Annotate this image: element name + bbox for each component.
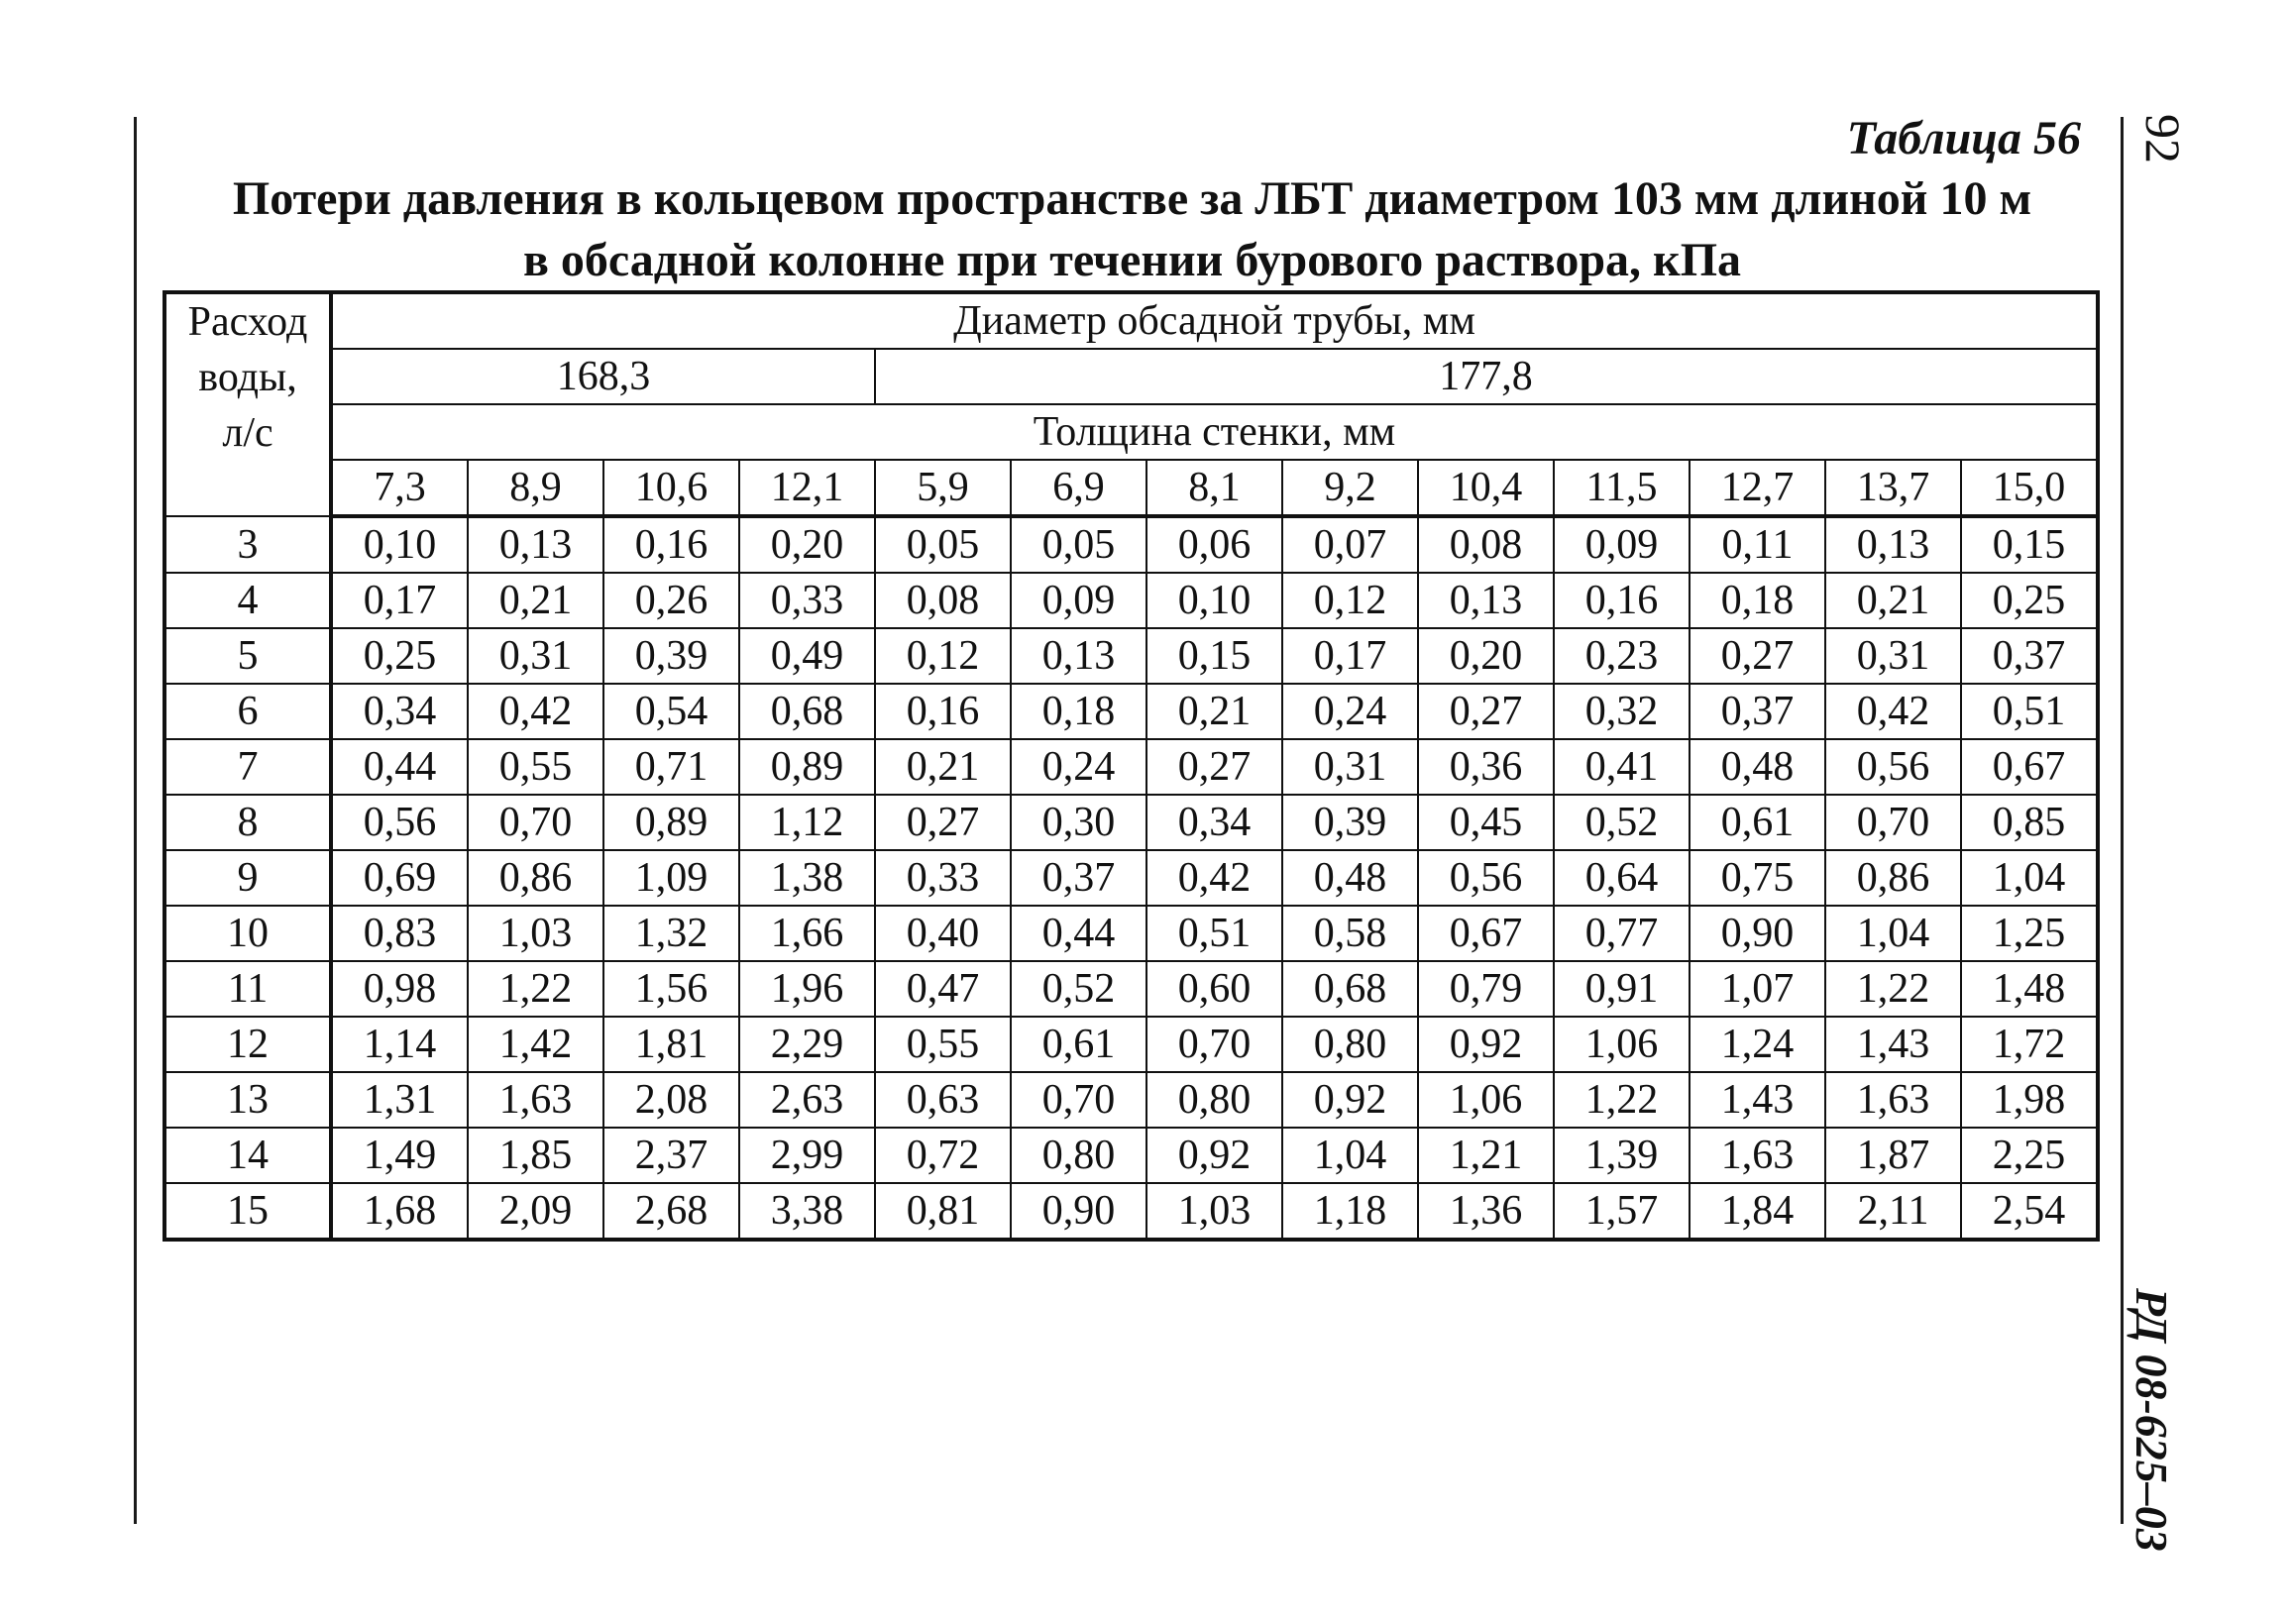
- value-cell: 0,13: [468, 516, 603, 573]
- value-cell: 0,08: [1418, 516, 1554, 573]
- value-cell: 2,54: [1961, 1183, 2098, 1240]
- value-cell: 0,37: [1690, 684, 1825, 739]
- value-cell: 0,18: [1690, 573, 1825, 628]
- flow-rate-cell: 12: [164, 1017, 331, 1072]
- title-line-2: в обсадной колонне при течении бурового раствора, кПа: [522, 234, 1742, 286]
- header-row-wall-values: [164, 460, 2098, 516]
- value-cell: 1,63: [1690, 1128, 1825, 1183]
- corner-line-1: Расход: [187, 299, 308, 345]
- value-cell: 0,31: [468, 628, 603, 684]
- value-cell: 0,56: [331, 795, 468, 850]
- value-cell: 0,13: [1011, 628, 1146, 684]
- header-row-diameter: [164, 292, 2098, 349]
- value-cell: 0,48: [1282, 850, 1418, 906]
- value-cell: 0,17: [331, 573, 468, 628]
- flow-rate-cell: 8: [164, 795, 331, 850]
- value-cell: 0,05: [1011, 516, 1146, 573]
- value-cell: 0,75: [1690, 850, 1825, 906]
- value-cell: 0,16: [875, 684, 1011, 739]
- value-cell: 0,85: [1961, 795, 2098, 850]
- value-cell: 0,61: [1011, 1017, 1146, 1072]
- value-cell: 0,21: [1146, 684, 1282, 739]
- value-cell: 1,66: [739, 906, 875, 961]
- value-cell: 1,87: [1825, 1128, 1961, 1183]
- value-cell: 0,24: [1011, 739, 1146, 795]
- table-label: Таблица 56: [1846, 112, 2081, 164]
- table-row: [164, 516, 2098, 573]
- wall-thickness-cell: 12,7: [1690, 460, 1825, 516]
- value-cell: 0,24: [1282, 684, 1418, 739]
- value-cell: 0,17: [1282, 628, 1418, 684]
- value-cell: 1,43: [1825, 1017, 1961, 1072]
- value-cell: 0,61: [1690, 795, 1825, 850]
- value-cell: 0,33: [739, 573, 875, 628]
- value-cell: 0,90: [1690, 906, 1825, 961]
- value-cell: 0,67: [1418, 906, 1554, 961]
- value-cell: 0,31: [1282, 739, 1418, 795]
- table-title: [164, 168, 2101, 291]
- value-cell: 0,70: [1011, 1072, 1146, 1128]
- value-cell: 0,39: [1282, 795, 1418, 850]
- right-margin-rule: [2121, 117, 2124, 1524]
- table-row: [164, 961, 2098, 1017]
- wall-thickness-cell: 5,9: [875, 460, 1011, 516]
- value-cell: 0,80: [1282, 1017, 1418, 1072]
- value-cell: 0,55: [468, 739, 603, 795]
- value-cell: 0,44: [331, 739, 468, 795]
- value-cell: 0,10: [331, 516, 468, 573]
- value-cell: 0,56: [1418, 850, 1554, 906]
- value-cell: 0,16: [603, 516, 739, 573]
- value-cell: 0,10: [1146, 573, 1282, 628]
- value-cell: 1,22: [1554, 1072, 1690, 1128]
- value-cell: 1,43: [1690, 1072, 1825, 1128]
- value-cell: 0,42: [1146, 850, 1282, 906]
- value-cell: 0,06: [1146, 516, 1282, 573]
- value-cell: 0,21: [468, 573, 603, 628]
- value-cell: 1,85: [468, 1128, 603, 1183]
- value-cell: 0,67: [1961, 739, 2098, 795]
- value-cell: 0,51: [1961, 684, 2098, 739]
- value-cell: 1,32: [603, 906, 739, 961]
- wall-thickness-cell: 8,1: [1146, 460, 1282, 516]
- value-cell: 0,40: [875, 906, 1011, 961]
- value-cell: 0,58: [1282, 906, 1418, 961]
- value-cell: 0,51: [1146, 906, 1282, 961]
- table-row: [164, 850, 2098, 906]
- title-line-1: Потери давления в кольцевом пространстве за ЛБТ диаметром 103 мм длиной 10 м: [232, 172, 2032, 225]
- wall-thickness-cell: 13,7: [1825, 460, 1961, 516]
- flow-rate-cell: 6: [164, 684, 331, 739]
- value-cell: 0,52: [1554, 795, 1690, 850]
- value-cell: 1,63: [1825, 1072, 1961, 1128]
- table-row: [164, 1017, 2098, 1072]
- value-cell: 0,34: [1146, 795, 1282, 850]
- value-cell: 0,32: [1554, 684, 1690, 739]
- value-cell: 0,70: [1146, 1017, 1282, 1072]
- value-cell: 0,23: [1554, 628, 1690, 684]
- value-cell: 1,36: [1418, 1183, 1554, 1240]
- value-cell: 0,60: [1146, 961, 1282, 1017]
- value-cell: 2,37: [603, 1128, 739, 1183]
- value-cell: 0,26: [603, 573, 739, 628]
- value-cell: 0,70: [1825, 795, 1961, 850]
- value-cell: 0,90: [1011, 1183, 1146, 1240]
- value-cell: 0,27: [1690, 628, 1825, 684]
- wall-thickness-cell: 9,2: [1282, 460, 1418, 516]
- value-cell: 1,48: [1961, 961, 2098, 1017]
- value-cell: 0,30: [1011, 795, 1146, 850]
- value-cell: 0,80: [1146, 1072, 1282, 1128]
- value-cell: 1,06: [1554, 1017, 1690, 1072]
- value-cell: 0,27: [1418, 684, 1554, 739]
- value-cell: 0,86: [1825, 850, 1961, 906]
- corner-line-3: л/с: [222, 410, 273, 456]
- value-cell: 0,79: [1418, 961, 1554, 1017]
- value-cell: 0,07: [1282, 516, 1418, 573]
- value-cell: 0,63: [875, 1072, 1011, 1128]
- value-cell: 0,92: [1146, 1128, 1282, 1183]
- value-cell: 1,49: [331, 1128, 468, 1183]
- value-cell: 0,98: [331, 961, 468, 1017]
- diameter-group-2: 177,8: [875, 349, 2098, 404]
- wall-thickness-cell: 6,9: [1011, 460, 1146, 516]
- value-cell: 0,64: [1554, 850, 1690, 906]
- value-cell: 0,72: [875, 1128, 1011, 1183]
- value-cell: 0,44: [1011, 906, 1146, 961]
- value-cell: 0,37: [1961, 628, 2098, 684]
- value-cell: 2,99: [739, 1128, 875, 1183]
- value-cell: 2,25: [1961, 1128, 2098, 1183]
- value-cell: 0,25: [331, 628, 468, 684]
- value-cell: 0,21: [875, 739, 1011, 795]
- value-cell: 2,68: [603, 1183, 739, 1240]
- value-cell: 0,34: [331, 684, 468, 739]
- value-cell: 1,03: [1146, 1183, 1282, 1240]
- value-cell: 0,68: [739, 684, 875, 739]
- value-cell: 0,69: [331, 850, 468, 906]
- value-cell: 0,13: [1825, 516, 1961, 573]
- value-cell: 0,15: [1961, 516, 2098, 573]
- wall-thickness-header: Толщина стенки, мм: [331, 404, 2098, 460]
- table-row: [164, 1072, 2098, 1128]
- value-cell: 0,27: [875, 795, 1011, 850]
- value-cell: 0,77: [1554, 906, 1690, 961]
- value-cell: 0,70: [468, 795, 603, 850]
- value-cell: 1,09: [603, 850, 739, 906]
- value-cell: 2,11: [1825, 1183, 1961, 1240]
- value-cell: 1,63: [468, 1072, 603, 1128]
- table-row: [164, 739, 2098, 795]
- table-row: [164, 684, 2098, 739]
- value-cell: 1,72: [1961, 1017, 2098, 1072]
- value-cell: 1,31: [331, 1072, 468, 1128]
- value-cell: 2,08: [603, 1072, 739, 1128]
- value-cell: 0,12: [1282, 573, 1418, 628]
- value-cell: 0,80: [1011, 1128, 1146, 1183]
- flow-rate-cell: 5: [164, 628, 331, 684]
- table-row: [164, 1183, 2098, 1240]
- value-cell: 0,56: [1825, 739, 1961, 795]
- wall-thickness-cell: 10,6: [603, 460, 739, 516]
- value-cell: 1,07: [1690, 961, 1825, 1017]
- flow-rate-cell: 7: [164, 739, 331, 795]
- value-cell: 0,41: [1554, 739, 1690, 795]
- value-cell: 1,25: [1961, 906, 2098, 961]
- table-row: [164, 1128, 2098, 1183]
- wall-thickness-cell: 8,9: [468, 460, 603, 516]
- corner-line-2: воды,: [198, 355, 297, 400]
- value-cell: 0,08: [875, 573, 1011, 628]
- left-margin-rule: [134, 117, 137, 1524]
- value-cell: 0,49: [739, 628, 875, 684]
- wall-thickness-cell: 7,3: [331, 460, 468, 516]
- value-cell: 0,12: [875, 628, 1011, 684]
- value-cell: 0,16: [1554, 573, 1690, 628]
- value-cell: 1,81: [603, 1017, 739, 1072]
- value-cell: 1,39: [1554, 1128, 1690, 1183]
- value-cell: 0,09: [1554, 516, 1690, 573]
- value-cell: 0,48: [1690, 739, 1825, 795]
- value-cell: 0,89: [603, 795, 739, 850]
- value-cell: 0,45: [1418, 795, 1554, 850]
- value-cell: 1,06: [1418, 1072, 1554, 1128]
- value-cell: 1,18: [1282, 1183, 1418, 1240]
- value-cell: 1,12: [739, 795, 875, 850]
- table-row: [164, 906, 2098, 961]
- value-cell: 0,25: [1961, 573, 2098, 628]
- wall-thickness-cell: 12,1: [739, 460, 875, 516]
- value-cell: 0,20: [739, 516, 875, 573]
- value-cell: 0,39: [603, 628, 739, 684]
- flow-rate-cell: 4: [164, 573, 331, 628]
- pressure-loss-table: [163, 290, 2100, 1242]
- value-cell: 0,18: [1011, 684, 1146, 739]
- header-row-wall: [164, 404, 2098, 460]
- value-cell: 0,42: [1825, 684, 1961, 739]
- table-row: [164, 573, 2098, 628]
- value-cell: 1,68: [331, 1183, 468, 1240]
- value-cell: 1,14: [331, 1017, 468, 1072]
- header-row-diameter-values: [164, 349, 2098, 404]
- value-cell: 1,57: [1554, 1183, 1690, 1240]
- value-cell: 0,71: [603, 739, 739, 795]
- value-cell: 0,81: [875, 1183, 1011, 1240]
- table-row: [164, 628, 2098, 684]
- value-cell: 0,27: [1146, 739, 1282, 795]
- value-cell: 1,98: [1961, 1072, 2098, 1128]
- value-cell: 1,42: [468, 1017, 603, 1072]
- document-code: РД 08-625–03: [2127, 1288, 2177, 1552]
- wall-thickness-cell: 11,5: [1554, 460, 1690, 516]
- value-cell: 0,89: [739, 739, 875, 795]
- value-cell: 3,38: [739, 1183, 875, 1240]
- value-cell: 0,83: [331, 906, 468, 961]
- value-cell: 2,29: [739, 1017, 875, 1072]
- value-cell: 0,21: [1825, 573, 1961, 628]
- value-cell: 0,05: [875, 516, 1011, 573]
- diameter-header: Диаметр обсадной трубы, мм: [331, 292, 2098, 349]
- flow-rate-header: [164, 292, 331, 516]
- flow-rate-cell: 14: [164, 1128, 331, 1183]
- value-cell: 0,68: [1282, 961, 1418, 1017]
- value-cell: 1,21: [1418, 1128, 1554, 1183]
- value-cell: 0,42: [468, 684, 603, 739]
- value-cell: 1,22: [1825, 961, 1961, 1017]
- value-cell: 0,92: [1418, 1017, 1554, 1072]
- value-cell: 0,11: [1690, 516, 1825, 573]
- value-cell: 0,52: [1011, 961, 1146, 1017]
- value-cell: 0,15: [1146, 628, 1282, 684]
- flow-rate-cell: 10: [164, 906, 331, 961]
- flow-rate-cell: 11: [164, 961, 331, 1017]
- value-cell: 0,91: [1554, 961, 1690, 1017]
- wall-thickness-cell: 10,4: [1418, 460, 1554, 516]
- value-cell: 0,55: [875, 1017, 1011, 1072]
- value-cell: 1,03: [468, 906, 603, 961]
- value-cell: 0,09: [1011, 573, 1146, 628]
- value-cell: 0,13: [1418, 573, 1554, 628]
- diameter-group-1: 168,3: [331, 349, 875, 404]
- value-cell: 1,04: [1282, 1128, 1418, 1183]
- value-cell: 1,56: [603, 961, 739, 1017]
- value-cell: 0,47: [875, 961, 1011, 1017]
- value-cell: 0,36: [1418, 739, 1554, 795]
- value-cell: 0,33: [875, 850, 1011, 906]
- value-cell: 1,24: [1690, 1017, 1825, 1072]
- value-cell: 2,09: [468, 1183, 603, 1240]
- value-cell: 1,04: [1961, 850, 2098, 906]
- value-cell: 2,63: [739, 1072, 875, 1128]
- value-cell: 0,86: [468, 850, 603, 906]
- value-cell: 0,37: [1011, 850, 1146, 906]
- value-cell: 0,92: [1282, 1072, 1418, 1128]
- value-cell: 1,04: [1825, 906, 1961, 961]
- value-cell: 0,20: [1418, 628, 1554, 684]
- flow-rate-cell: 13: [164, 1072, 331, 1128]
- value-cell: 0,54: [603, 684, 739, 739]
- value-cell: 1,96: [739, 961, 875, 1017]
- wall-thickness-cell: 15,0: [1961, 460, 2098, 516]
- page-number: 92: [2135, 114, 2191, 163]
- flow-rate-cell: 9: [164, 850, 331, 906]
- table-row: [164, 795, 2098, 850]
- flow-rate-cell: 3: [164, 516, 331, 573]
- value-cell: 1,38: [739, 850, 875, 906]
- value-cell: 0,31: [1825, 628, 1961, 684]
- flow-rate-cell: 15: [164, 1183, 331, 1240]
- value-cell: 1,22: [468, 961, 603, 1017]
- value-cell: 1,84: [1690, 1183, 1825, 1240]
